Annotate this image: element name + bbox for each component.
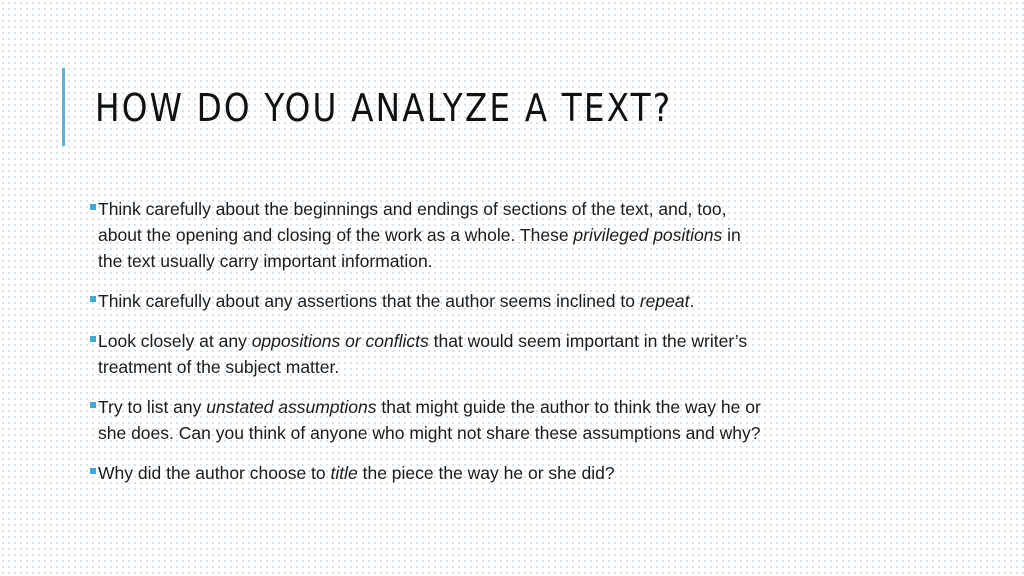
bullet-item-oppositions [88, 328, 908, 380]
title-accent-bar [62, 68, 65, 146]
bullet-line: Think carefully about the beginnings and endings of sections of the text, and, too, [98, 199, 727, 219]
square-bullet-icon [90, 336, 96, 342]
bullet-line: treatment of the subject matter. [98, 357, 340, 377]
bullet-line: the text usually carry important information. [98, 251, 433, 271]
emphasis-text: privileged positions [573, 225, 723, 245]
emphasis-text: repeat [639, 291, 690, 311]
emphasis-text: unstated assumptions [206, 397, 377, 417]
bullet-line: Why did the author choose to title the piece the way he or she did? [98, 463, 615, 483]
square-bullet-icon [90, 296, 96, 302]
bullet-item-repeat [88, 288, 908, 314]
bullet-item-privileged-positions [88, 196, 908, 274]
bullet-line: about the opening and closing of the work as a whole. These privileged positions in [98, 225, 741, 245]
bullet-list [88, 196, 908, 500]
bullet-line: Look closely at any oppositions or conflicts that would seem important in the writer’s [98, 331, 748, 351]
emphasis-text: title [330, 463, 358, 483]
emphasis-text: oppositions or conflicts [251, 331, 429, 351]
bullet-line: Try to list any unstated assumptions that might guide the author to think the way he or [98, 397, 761, 417]
bullet-item-title [88, 460, 908, 486]
square-bullet-icon [90, 402, 96, 408]
square-bullet-icon [90, 468, 96, 474]
slide-title: HOW DO YOU ANALYZE A TEXT? [95, 86, 673, 130]
square-bullet-icon [90, 204, 96, 210]
bullet-line: she does. Can you think of anyone who might not share these assumptions and why? [98, 423, 761, 443]
bullet-line: Think carefully about any assertions that the author seems inclined to repeat. [98, 291, 695, 311]
bullet-item-unstated-assumptions [88, 394, 908, 446]
